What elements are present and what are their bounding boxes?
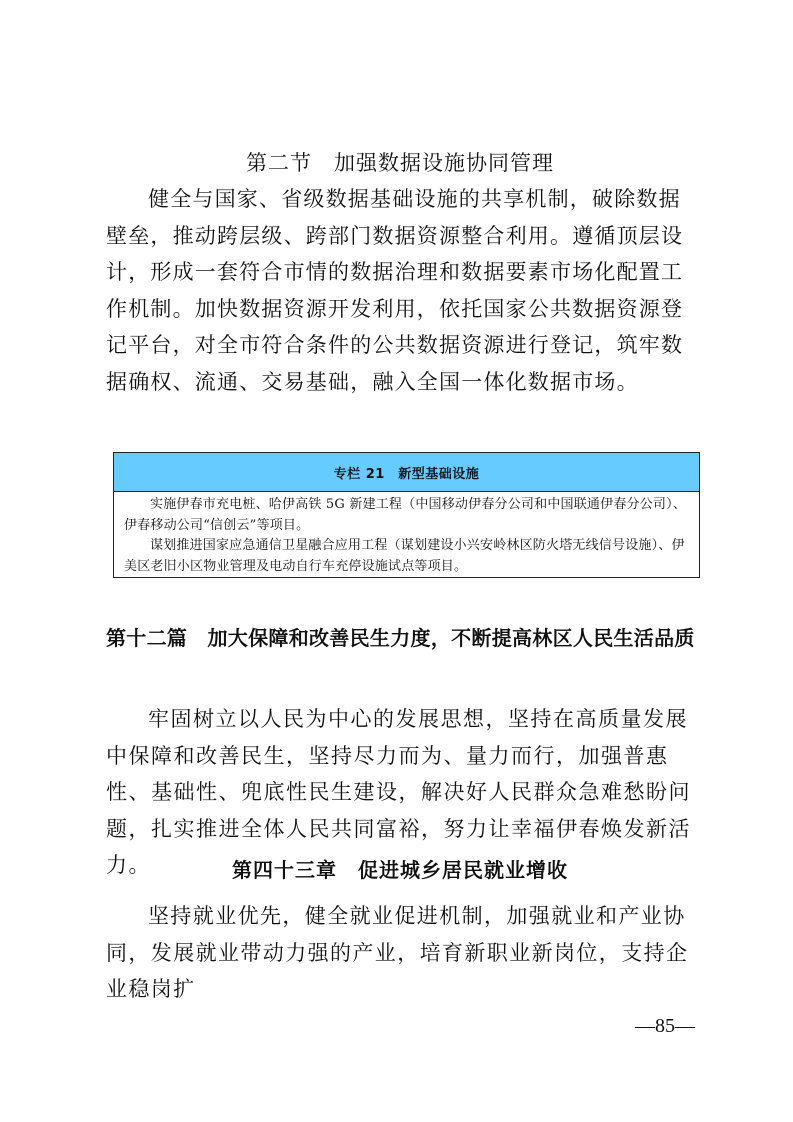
feature-box-item: 谋划推进国家应急通信卫星融合应用工程（谋划建设小兴安岭林区防火塔无线信号设施）、伊美区老旧小区物业管理及电动自行车充停设施试点等项目。: [124, 538, 685, 574]
feature-box: [113, 452, 700, 578]
part-paragraph: 牢固树立以人民为中心的发展思想，坚持在高质量发展中保障和改善民生，坚持尽力而为、量力而行，加强普惠性、基础性、兜底性民生建设，解决好人民群众急难愁盼问题，扎实推进全体人民共同富裕，努力让幸福伊春焕发新活力。: [106, 707, 691, 877]
chapter-paragraph: 坚持就业优先，健全就业促进机制，加强就业和产业协同，发展就业带动力强的产业，培育新职业新岗位，支持企业稳岗扩: [106, 904, 689, 1001]
feature-box-body: [114, 492, 699, 577]
section-title: 第二节 加强数据设施协同管理: [246, 151, 554, 175]
feature-box-item: 实施伊春市充电桩、哈伊高铁 5G 新建工程（中国移动伊春分公司和中国联通伊春分公司）、伊春移动公司“信创云”等项目。: [124, 497, 687, 533]
section-paragraph: 健全与国家、省级数据基础设施的共享机制，破除数据壁垒，推动跨层级、跨部门数据资源整合利用。遵循顶层设计，形成一套符合市情的数据治理和数据要素市场化配置工作机制。加快数据资源开发利用，依托国家公共数据资源登记平台，对全市符合条件的公共数据资源进行登记，筑牢数据确权、流通、交易基础，融入全国一体化数据市场。: [106, 187, 684, 394]
feature-box-header: 专栏 21 新型基础设施: [114, 453, 699, 492]
page-number: —85—: [635, 1015, 695, 1037]
part-title: 第十二篇 加大保障和改善民生力度，不断提高林区人民生活品质: [106, 626, 695, 650]
chapter-title: 第四十三章 促进城乡居民就业增收: [232, 858, 568, 882]
